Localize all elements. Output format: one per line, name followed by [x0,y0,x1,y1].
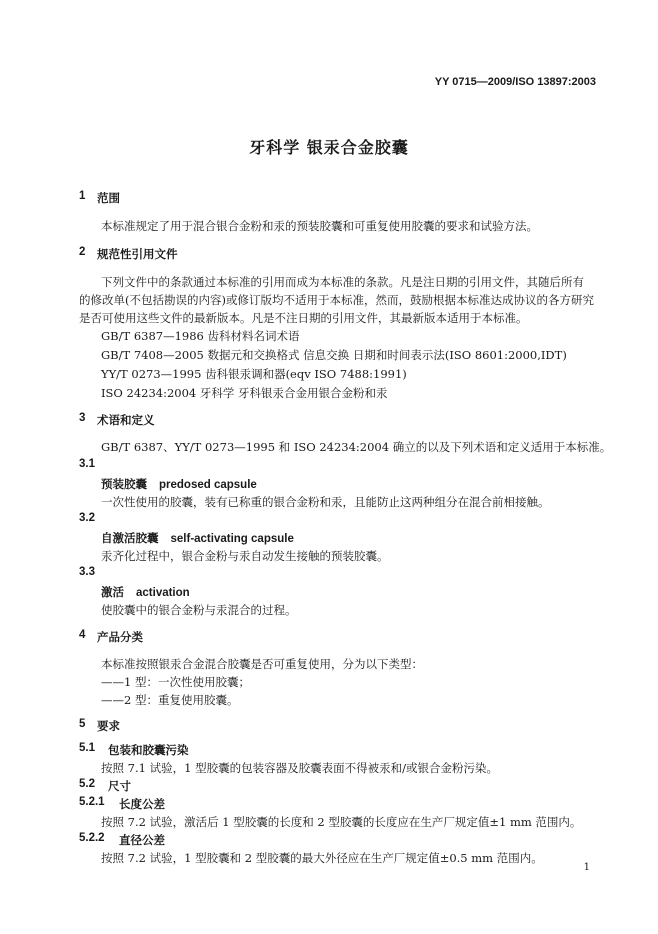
section-4-heading: 产品分类 [97,630,143,644]
term-3-3-title [101,584,190,600]
section-5-2-2-number: 5.2.2 [79,832,105,844]
term-3-3-number: 3.3 [79,566,95,578]
section-3-body: GB/T 6387、YY/T 0273—1995 和 ISO 24234:2004 确立的以及下列术语和定义适用于本标准。 [101,440,612,454]
reference-3: YY/T 0273—1995 齿科银汞调和器(eqv ISO 7488:1991) [101,367,407,381]
term-3-1-title [101,476,257,492]
section-2-body-line-2: 的修改单(不包括勘误的内容)或修订版均不适用于本标准，然而，鼓励根据本标准达成协议的各方研究 [79,293,594,307]
section-4-number: 4 [79,629,86,641]
section-5-heading: 要求 [97,719,120,733]
type-1-item: ——1 型：一次性使用胶囊； [101,675,250,689]
page-number: 1 [583,862,590,873]
term-3-3-definition: 使胶囊中的银合金粉与汞混合的过程。 [101,603,297,617]
section-4-body: 本标准按照银汞合金混合胶囊是否可重复使用，分为以下类型： [101,657,423,671]
section-5-2-1-number: 5.2.1 [79,796,105,808]
standard-number-header: YY 0715—2009/ISO 13897:2003 [434,76,596,88]
term-3-3-en: activation [136,587,190,599]
section-2-body-line-1: 下列文件中的条款通过本标准的引用而成为本标准的条款。凡是注日期的引用文件，其随后所有 [101,275,584,289]
section-3-number: 3 [79,412,86,424]
section-5-2-1-body: 按照 7.2 试验，激活后 1 型胶囊的长度和 2 型胶囊的长度应在生产厂规定值±1 mm 范围内。 [101,815,582,829]
term-3-3-cn: 激活 [101,585,124,599]
section-1-number: 1 [79,190,86,202]
section-5-1-heading: 包装和胶囊污染 [108,743,189,757]
section-5-2-2-heading: 直径公差 [119,833,165,847]
section-5-2-2-body: 按照 7.2 试验，1 型胶囊和 2 型胶囊的最大外径应在生产厂规定值±0.5 mm 范围内。 [101,851,543,865]
term-3-2-number: 3.2 [79,512,95,524]
term-3-1-cn: 预装胶囊 [101,477,147,491]
section-3-heading: 术语和定义 [97,413,155,427]
term-3-1-number: 3.1 [79,458,95,470]
section-5-1-body: 按照 7.1 试验，1 型胶囊的包装容器及胶囊表面不得被汞和/或银合金粉污染。 [101,761,498,775]
term-3-2-en: self-activating capsule [170,533,294,545]
section-5-number: 5 [79,718,86,730]
section-2-body-line-3: 是否可使用这些文件的最新版本。凡是不注日期的引用文件，其最新版本适用于本标准。 [79,311,528,325]
term-3-1-definition: 一次性使用的胶囊，装有已称重的银合金粉和汞，且能防止这两种组分在混合前相接触。 [101,495,550,509]
document-title: 牙科学 银汞合金胶囊 [249,138,409,157]
section-1-body: 本标准规定了用于混合银合金粉和汞的预装胶囊和可重复使用胶囊的要求和试验方法。 [101,219,538,233]
reference-2: GB/T 7408—2005 数据元和交换格式 信息交换 日期和时间表示法(ISO 8601:2000,IDT) [101,348,567,362]
section-5-2-1-heading: 长度公差 [119,797,165,811]
type-2-item: ——2 型：重复使用胶囊。 [101,693,239,707]
section-5-2-number: 5.2 [79,778,95,790]
term-3-2-cn: 自激活胶囊 [101,531,159,545]
term-3-2-definition: 汞齐化过程中，银合金粉与汞自动发生接触的预装胶囊。 [101,549,389,563]
term-3-1-en: predosed capsule [159,479,257,491]
term-3-2-title [101,530,294,546]
section-1-heading: 范围 [97,191,120,205]
section-2-number: 2 [79,246,86,258]
reference-4: ISO 24234:2004 牙科学 牙科银汞合金用银合金粉和汞 [101,386,388,400]
reference-1: GB/T 6387—1986 齿科材料名词术语 [101,329,300,343]
section-5-1-number: 5.1 [79,742,95,754]
section-2-heading: 规范性引用文件 [97,247,178,261]
section-5-2-heading: 尺寸 [108,779,131,793]
